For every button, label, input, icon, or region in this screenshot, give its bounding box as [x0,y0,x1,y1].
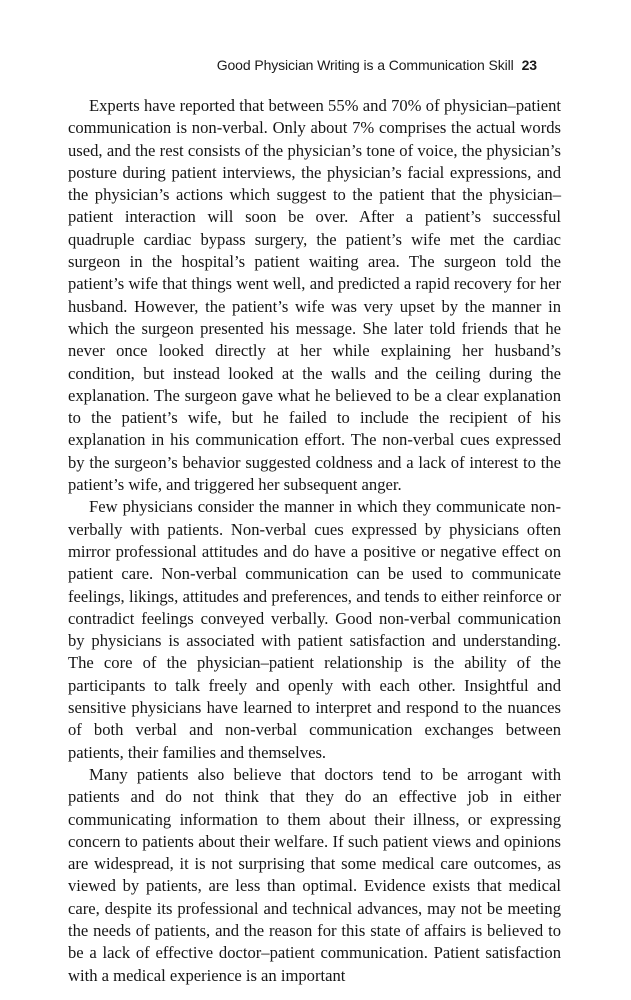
page-number: 23 [521,57,537,73]
body-text [68,95,561,987]
paragraph: Experts have reported that between 55% and 70% of physician–patient communication is non-verbal. Only about 7% comprises the actual words used, and the rest consists of the physician’s tone of voice, the physician’s posture during patient interviews, the physician’s facial expressions, and the physician’s actions which suggest to the patient that the physician–patient interaction will soon be over. After a patient’s successful quadruple cardiac bypass surgery, the patient’s wife met the cardiac surgeon in the hospital’s patient waiting area. The surgeon told the patient’s wife that things went well, and predicted a rapid recovery for her husband. However, the patient’s wife was very upset by the manner in which the surgeon presented his message. She later told friends that he never once looked directly at her while explaining her husband’s condition, but instead looked at the walls and the ceiling during the explanation. The surgeon gave what he believed to be a clear explanation to the patient’s wife, but he failed to include the recipient of his explanation in his communication effort. The non-verbal cues expressed by the surgeon’s behavior suggested coldness and a lack of interest to the patient’s wife, and triggered her subsequent anger. [68,96,561,495]
chapter-title: Good Physician Writing is a Communication Skill [216,57,514,73]
paragraph: Few physicians consider the manner in which they communicate non-verbally with patients. Non-verbal cues expressed by physicians often mirror professional attitudes and do have a positive or negative effect on patient care. Non-verbal communication can be used to communicate feelings, likings, attitudes and preferences, and tends to either reinforce or contradict feelings conveyed verbally. Good non-verbal communication by physicians is associated with patient satisfaction and understanding. The core of the physician–patient relationship is the ability of the participants to talk freely and openly with each other. Insightful and sensitive physicians have learned to interpret and respond to the nuances of both verbal and non-verbal communication exchanges between patients, their families and themselves. [68,497,561,762]
paragraph: Many patients also believe that doctors tend to be arrogant with patients and do not think that they do an effective job in either communicating information to them about their illness, or expressing concern to patients about their welfare. If such patient views and opinions are widespread, it is not surprising that some medical care outcomes, as viewed by patients, are less than optimal. Evidence exists that medical care, despite its professional and technical advances, may not be meeting the needs of patients, and the reason for this state of affairs is believed to be a lack of effective doctor–patient communication. Patient satisfaction with a medical experience is an important [68,764,561,985]
running-head [217,57,537,73]
